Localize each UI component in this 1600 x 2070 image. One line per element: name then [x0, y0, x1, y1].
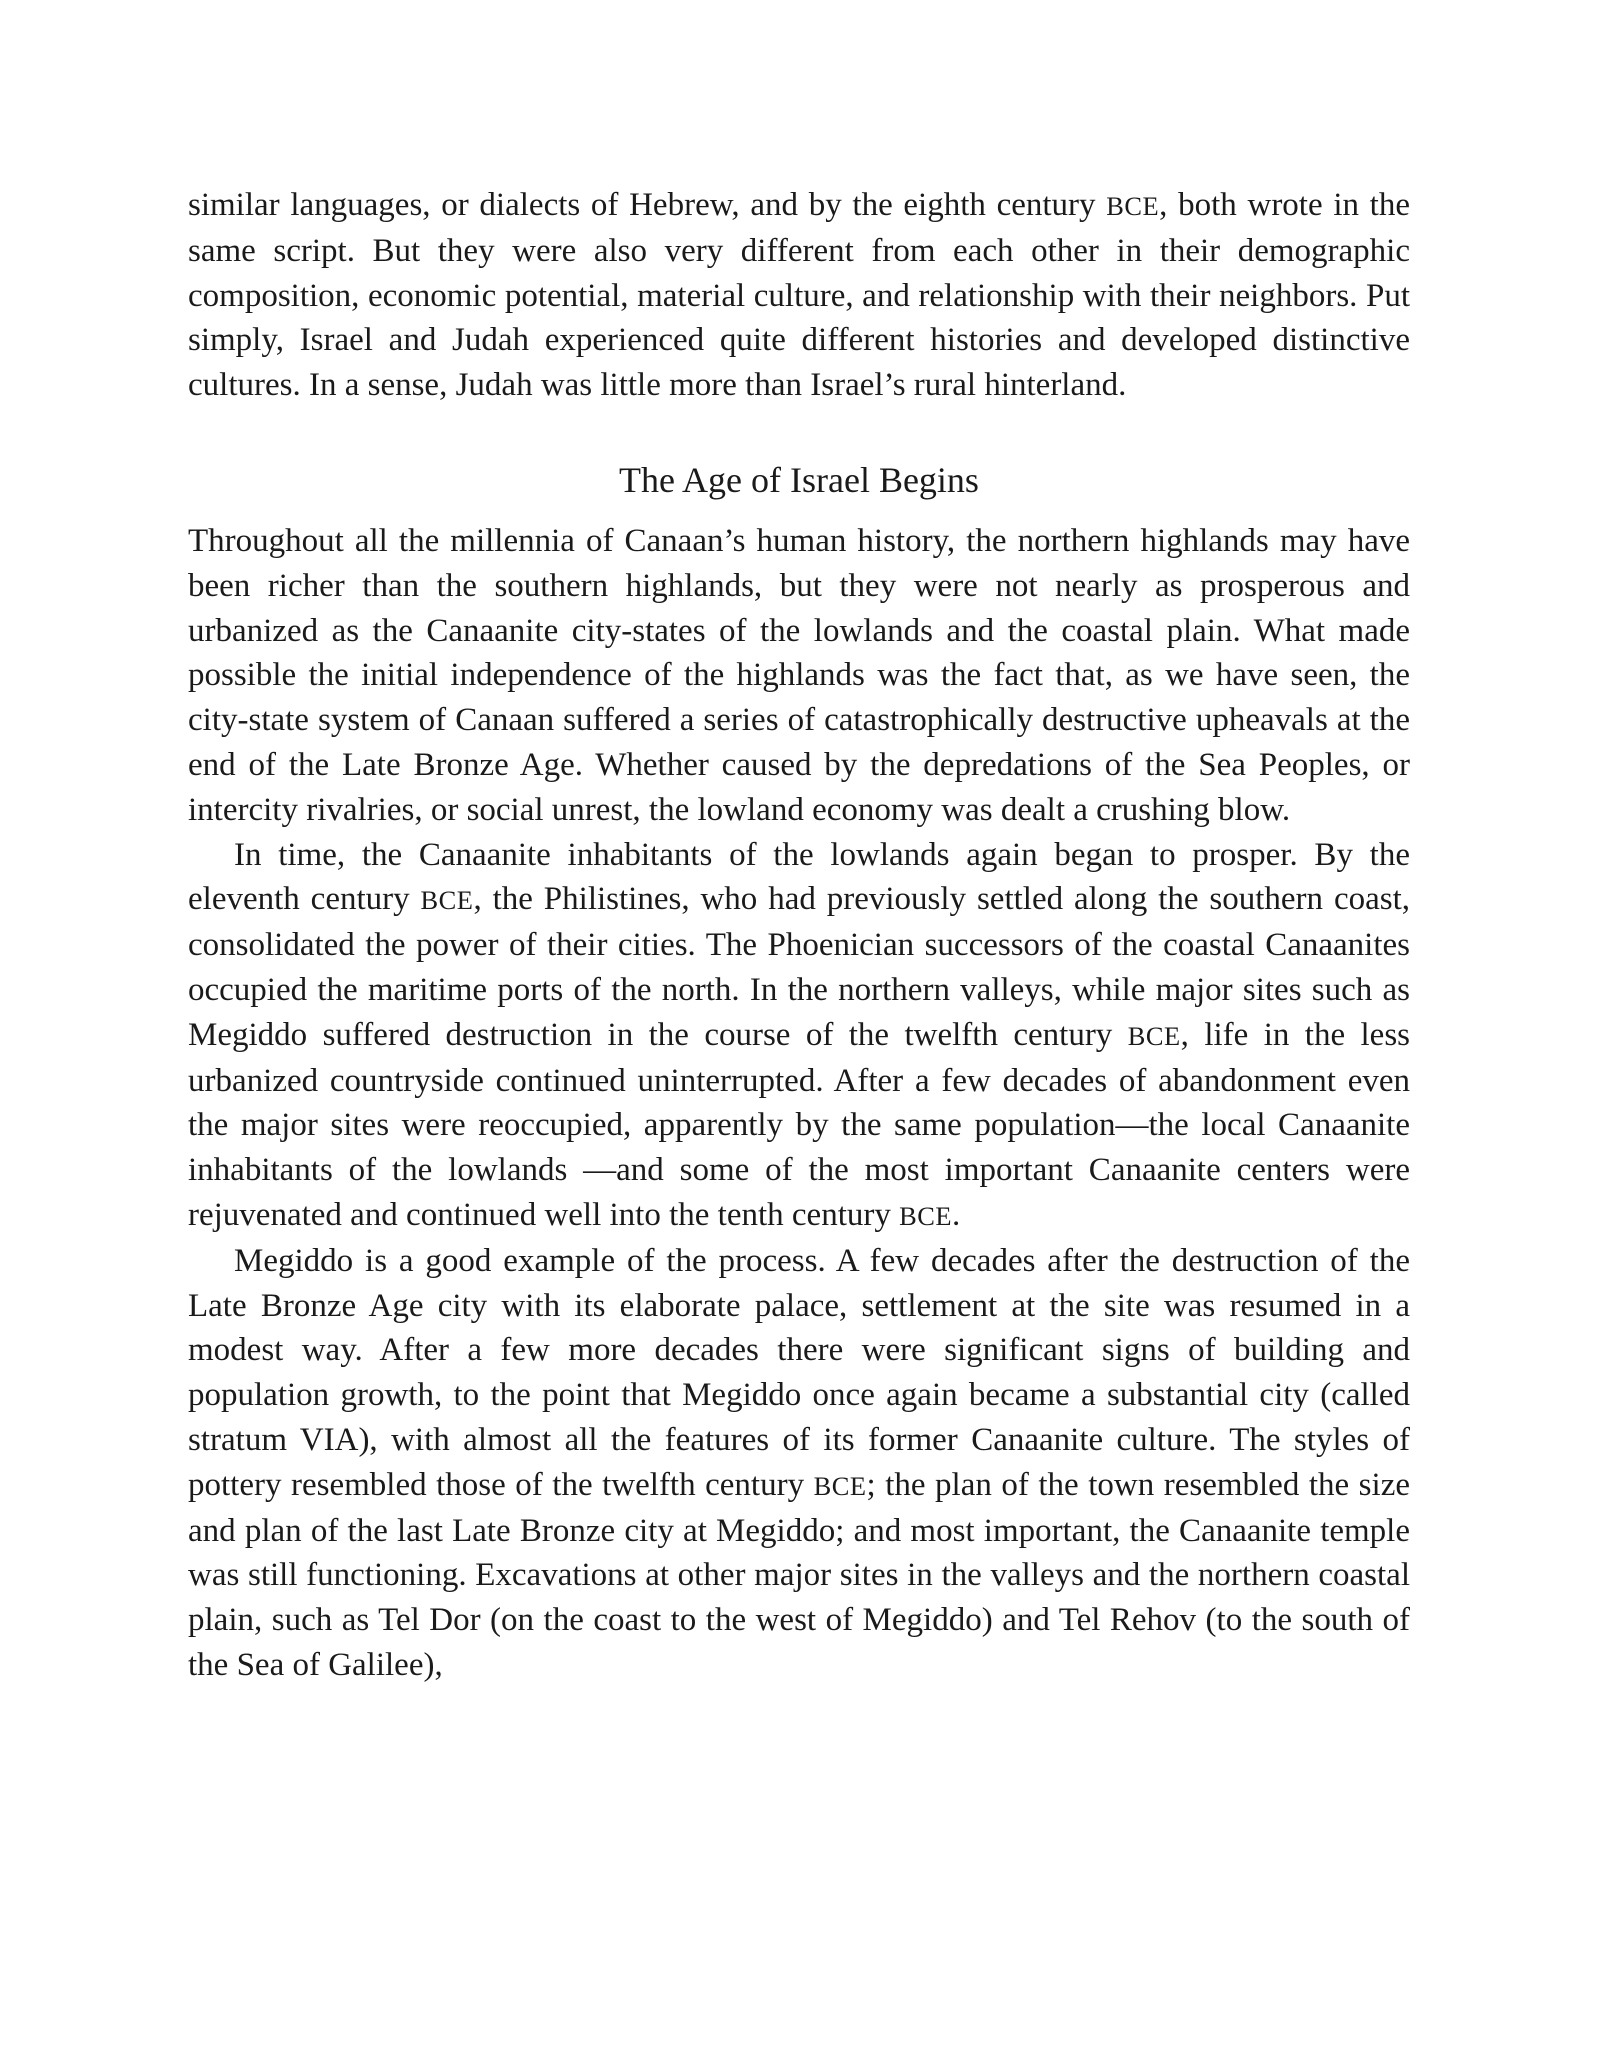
paragraph-text: Throughout all the millennia of Canaan’s human history, the northern highlands may have been richer than the southern highlands, but they were not nearly as prosperous and urbanized as the Canaanite city-states of the lowlands and the coastal plain. What made possible the initial independence of the highlands was the fact that, as we have seen, the city-state system of Canaan suffered a series of catastrophically destructive upheavals at the end of the Late Bronze Age. Whether caused by the depredations of the Sea Peoples, or intercity rivalries, or social unrest, the lowland economy was dealt a crushing blow.: [188, 522, 1410, 828]
paragraph-text: Megiddo is a good example of the process. A few decades after the destruction of the Late Bronze Age city with its elaborate palace, settlement at the site was resumed in a modest way. After a few more decades there were significant signs of building and population growth, to the point that Megiddo once again became a substantial city (called stratum VIA), with almost all the features of its former Canaanite culture. The styles of pottery resembled those of the twelfth century: [188, 1242, 1410, 1503]
paragraph: [188, 183, 1410, 408]
paragraph-text: .: [952, 1196, 961, 1233]
paragraph-text: similar languages, or dialects of Hebrew, and by the eighth century: [188, 187, 1107, 223]
paragraph: [188, 833, 1410, 1239]
paragraph: [188, 519, 1410, 833]
section-heading: The Age of Israel Begins: [619, 459, 979, 500]
paragraph: [188, 1239, 1410, 1688]
paragraph-text: In time, the Canaanite inhabitants of the lowlands again began to prosper. By the eleventh century: [188, 836, 1410, 918]
era-abbreviation: BCE: [899, 1200, 953, 1231]
era-abbreviation: BCE: [813, 1470, 867, 1501]
book-page: [188, 183, 1410, 1688]
paragraph-text: , life in the less urbanized countryside continued uninterrupted. After a few decades of abandonment even the major sites were reoccupied, apparently by the same population—the local Canaanite inhabitants of the lowlands —and some of the most important Canaanite centers were rejuvenated and continued well into the tenth century: [188, 1016, 1410, 1233]
paragraph-text: , both wrote in the same script. But they were also very different from each other in their demographic composition, economic potential, material culture, and relationship with their neighbors. Put simply, Israel and Judah experienced quite different histories and developed distinctive cultures. In a sense, Judah was little more than Israel’s rural hinterland.: [188, 187, 1410, 404]
era-abbreviation: BCE: [420, 885, 474, 916]
opening-text: [188, 183, 1410, 408]
paragraph-text: , the Philistines, who had previously settled along the southern coast, consolidated the power of their cities. The Phoenician successors of the coastal Canaanites occupied the maritime ports of the north. In the northern valleys, while major sites such as Megiddo suffered destruction in the course of the twelfth century: [188, 881, 1410, 1053]
section-body: [188, 519, 1410, 1688]
era-abbreviation: BCE: [1106, 191, 1160, 221]
paragraph-text: ; the plan of the town resembled the size and plan of the last Late Bronze city at Megiddo; and most important, the Canaanite temple was still functioning. Excavations at other major sites in the valleys and the northern coastal plain, such as Tel Dor (on the coast to the west of Megiddo) and Tel Rehov (to the south of the Sea of Galilee),: [188, 1466, 1410, 1683]
era-abbreviation: BCE: [1127, 1020, 1181, 1051]
